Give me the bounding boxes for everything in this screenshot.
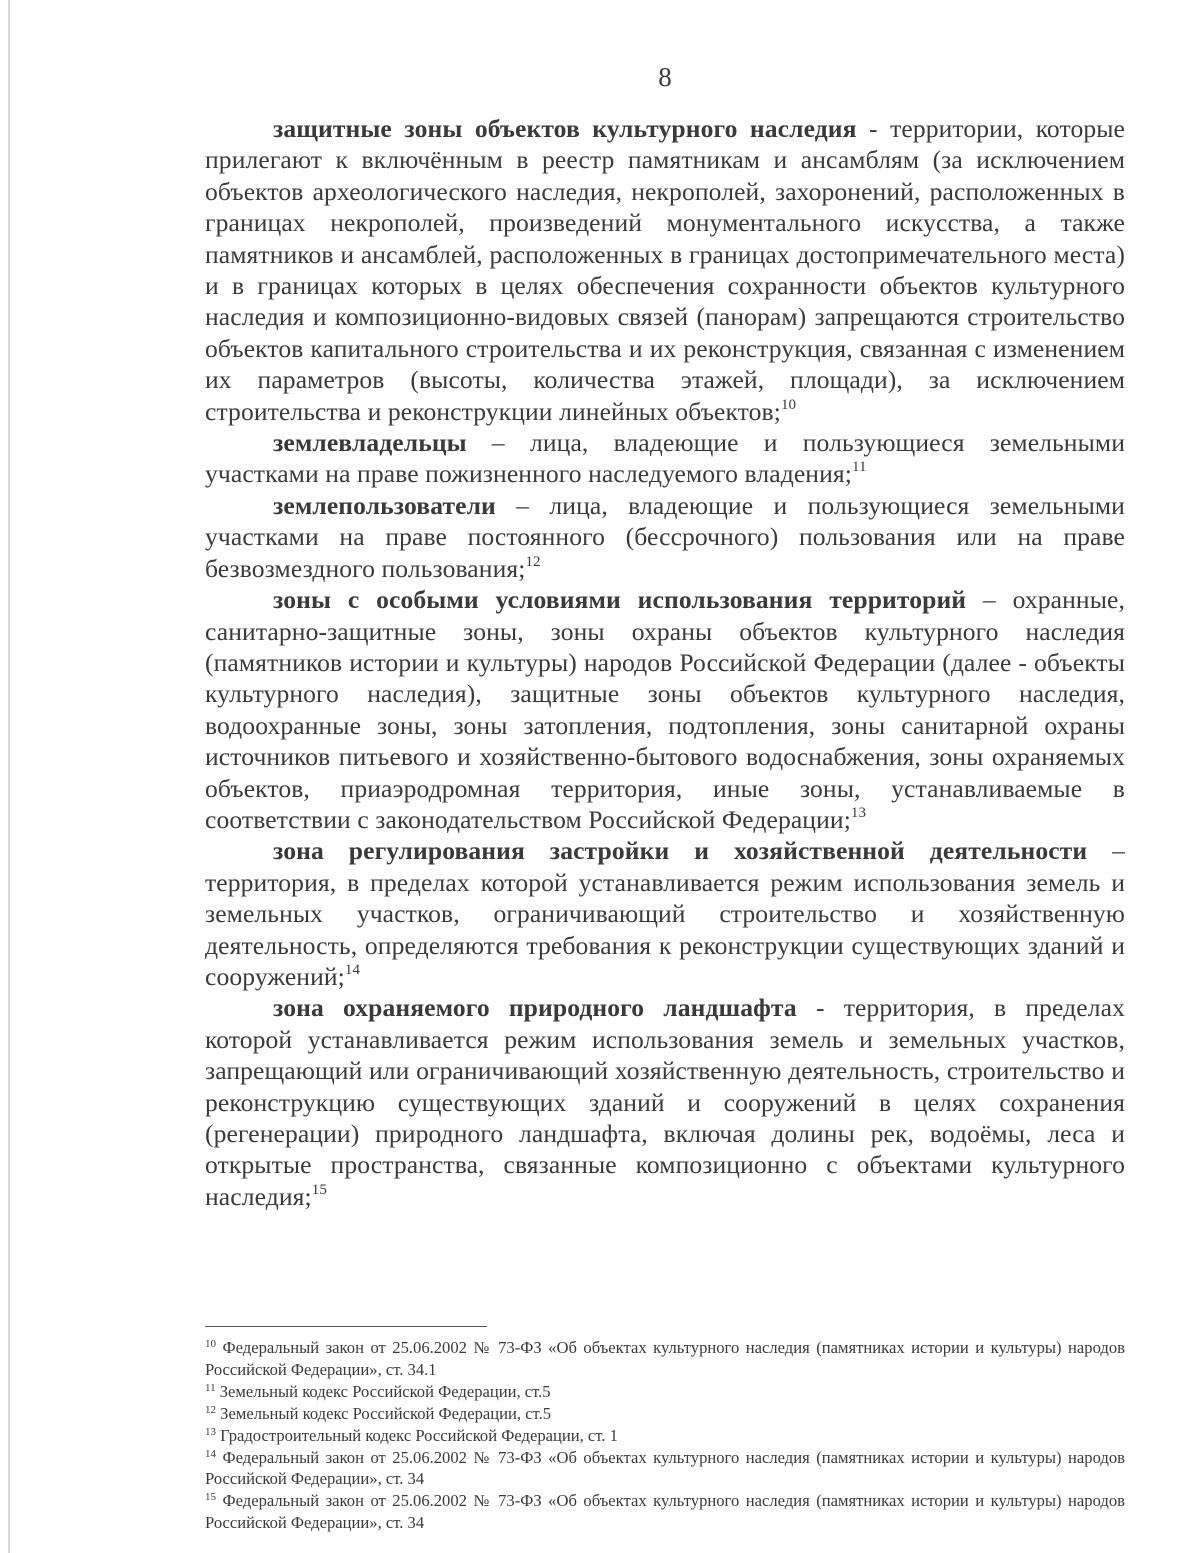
scan-page-edge (8, 0, 10, 1553)
footnote-reference: 15 (311, 1181, 327, 1198)
definition-text: охранные, санитарно-защитные зоны, зоны охраны объектов культурного наследия (памятников истории и культуры) народов Российской Федерации (далее - объекты культурного наследия), защитные зоны объектов культурного наследия, водоохранные зоны, зоны затопления, подтопления, зоны санитарной охраны источников питьевого и хозяйственно-бытового водоснабжения, зоны охраняемых объектов, приаэродромная территория, иные зоны, устанавливаемые в соответствии с законодательством Российской Федерации; (205, 585, 1125, 834)
footnote-reference: 13 (850, 804, 867, 821)
definition-text: лица, владеющие и пользующиеся земельными участками на праве пожизненного наследуемого владения; (205, 428, 1125, 489)
footnote-text: Земельный кодекс Российской Федерации, ст.5 (215, 1381, 551, 1401)
footnotes (205, 1337, 1125, 1534)
footnote-divider (205, 1326, 487, 1327)
definition-term: зоны с особыми условиями использования территорий (273, 585, 967, 615)
definition-text: территории, которые прилегают к включённым в реестр памятникам и ансамблям (за исключением объектов археологического наследия, некрополей, захоронений, расположенных в границах некрополей, произведений монументального искусства, а также памятников и ансамблей, расположенных в границах достопримечательного места) и в границах которых в целях обеспечения сохранности объектов культурного наследия и композиционно-видовых связей (панорам) запрещаются строительство объектов капитального строительства и их реконструкция, связанная с изменением их параметров (высоты, количества этажей, площади), за исключением строительства и реконструкции линейных объектов; (205, 114, 1125, 426)
footnote-number: 11 (205, 1381, 216, 1394)
footnote-text: Федеральный закон от 25.06.2002 № 73-ФЗ «Об объектах культурного наследия (памятниках истории и культуры) народов Российской Федерации», ст. 34 (205, 1491, 1125, 1533)
footnote (205, 1337, 1125, 1381)
definition-separator: - (796, 993, 844, 1023)
definition-paragraph (205, 113, 1125, 427)
definition-text: лица, владеющие и пользующиеся земельными участками на праве постоянного (бессрочного) пользования или на праве безвозмездного пользования; (205, 490, 1125, 583)
definition-paragraph (205, 490, 1125, 584)
footnote-number: 13 (205, 1425, 216, 1438)
footnote-reference: 10 (780, 396, 797, 413)
definition-separator: – (1087, 836, 1125, 866)
definition-separator: – (966, 585, 1013, 615)
footnote-text: Федеральный закон от 25.06.2002 № 73-ФЗ «Об объектах культурного наследия (памятниках истории и культуры) народов Российской Федерации», ст. 34 (205, 1447, 1125, 1489)
footnote-reference: 11 (851, 459, 867, 476)
definition-term: землепользователи (273, 490, 496, 520)
definition-text: территория, в пределах которой устанавливается режим использования земель и земельных участков, ограничивающий строительство и хозяйственную деятельность, определяются требования к реконструкции существующих зданий и сооружений; (205, 867, 1125, 991)
page-number: 8 (658, 62, 672, 92)
footnote (205, 1447, 1125, 1491)
definition-paragraph (205, 835, 1125, 992)
footnote (205, 1381, 1125, 1403)
footnote (205, 1403, 1125, 1425)
footnote-reference: 12 (525, 553, 541, 570)
footnote (205, 1425, 1125, 1447)
definitions-body (205, 113, 1125, 1212)
definition-term: защитные зоны объектов культурного наследия (273, 114, 857, 143)
footnote-number: 10 (205, 1338, 216, 1350)
footnote-reference: 14 (344, 961, 361, 978)
definition-paragraph (205, 992, 1125, 1212)
definition-term: землевладельцы (273, 428, 467, 458)
definition-term: зона охраняемого природного ландшафта (273, 993, 797, 1023)
definition-term: зона регулирования застройки и хозяйственной деятельности (273, 836, 1088, 866)
footnote-number: 14 (205, 1447, 216, 1460)
footnote-text: Земельный кодекс Российской Федерации, ст.5 (216, 1403, 552, 1423)
definition-separator: – (495, 490, 550, 520)
definition-paragraph (205, 427, 1125, 490)
footnote-number: 12 (205, 1403, 216, 1416)
definition-text: территория, в пределах которой устанавливается режим использования земель и земельных участков, запрещающий или ограничивающий хозяйственную деятельность, строительство и реконструкцию существующих зданий и сооружений в целях сохранения (регенерации) природного ландшафта, включая долины рек, водоёмы, леса и открытые пространства, связанные композиционно с объектами культурного наследия; (205, 993, 1125, 1211)
definition-separator: – (466, 428, 530, 458)
definition-separator: - (856, 114, 891, 143)
definition-paragraph (205, 584, 1125, 835)
footnote-number: 15 (205, 1491, 216, 1504)
footnote (205, 1490, 1125, 1534)
footnote-text: Градостроительный кодекс Российской Федерации, ст. 1 (216, 1425, 618, 1445)
footnote-text: Федеральный закон от 25.06.2002 № 73-ФЗ «Об объектах культурного наследия (памятниках истории и культуры) народов Российской Федерации», ст. 34.1 (205, 1338, 1125, 1379)
